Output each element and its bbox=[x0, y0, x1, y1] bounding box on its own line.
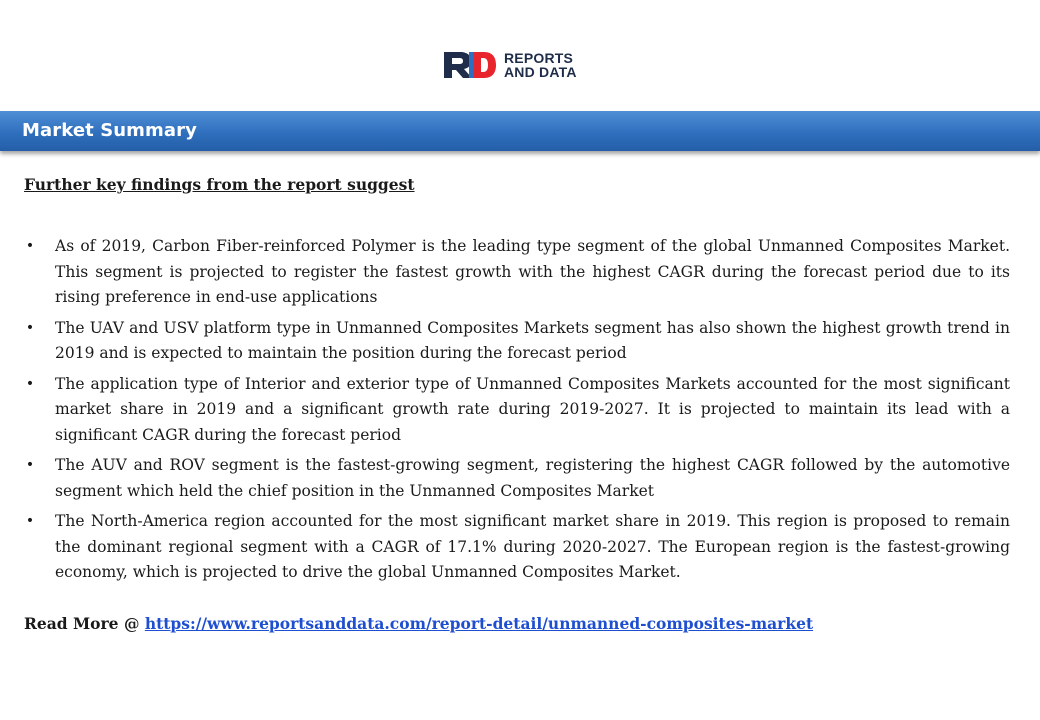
bullet-icon: • bbox=[25, 457, 35, 473]
list-item bbox=[24, 316, 1010, 367]
logo-line-reports: REPORTS bbox=[504, 50, 574, 66]
summary-content bbox=[24, 174, 1010, 635]
logo-line-and-data: AND DATA bbox=[504, 64, 577, 80]
finding-text: As of 2019, Carbon Fiber-reinforced Polymer is the leading type segment of the global Unmanned Composites Market. This segment is projected to register the fastest growth with the highest CAGR during the forecast period due to its rising preference in end-use applications bbox=[55, 237, 1010, 306]
read-more-line bbox=[24, 613, 1010, 635]
company-logo bbox=[442, 48, 577, 82]
bullet-icon: • bbox=[25, 319, 35, 336]
bullet-icon: • bbox=[25, 513, 35, 529]
list-item bbox=[24, 509, 1010, 586]
section-banner bbox=[0, 111, 1040, 151]
list-item bbox=[24, 372, 1010, 449]
findings-list bbox=[24, 234, 1010, 586]
finding-text: The North-America region accounted for the most significant market share in 2019. This region is proposed to remain the dominant regional segment with a CAGR of 17.1% during 2020-2027. The European region is the fastest-growing economy, which is projected to drive the global Unmanned Composites Market. bbox=[55, 512, 1010, 581]
banner-title: Market Summary bbox=[22, 120, 197, 141]
findings-subheading: Further key findings from the report suggest bbox=[24, 175, 415, 194]
rd-logo-icon bbox=[442, 48, 498, 82]
logo-wordmark bbox=[504, 51, 577, 79]
list-item bbox=[24, 453, 1010, 504]
list-item bbox=[24, 234, 1010, 311]
finding-text: The UAV and USV platform type in Unmanned Composites Markets segment has also shown the highest growth trend in 2019 and is expected to maintain the position during the forecast period bbox=[55, 318, 1010, 362]
finding-text: The application type of Interior and exterior type of Unmanned Composites Markets accounted for the most significant market share in 2019 and a significant growth rate during 2019-2027. It is projected to maintain its lead with a significant CAGR during the forecast period bbox=[55, 374, 1010, 444]
read-more-label: Read More @ bbox=[24, 613, 145, 633]
bullet-icon: • bbox=[25, 375, 35, 392]
bullet-icon: • bbox=[25, 238, 35, 254]
report-link[interactable]: https://www.reportsanddata.com/report-detail/unmanned-composites-market bbox=[144, 613, 814, 633]
finding-text: The AUV and ROV segment is the fastest-growing segment, registering the highest CAGR followed by the automotive segment which held the chief position in the Unmanned Composites Market bbox=[55, 456, 1010, 500]
